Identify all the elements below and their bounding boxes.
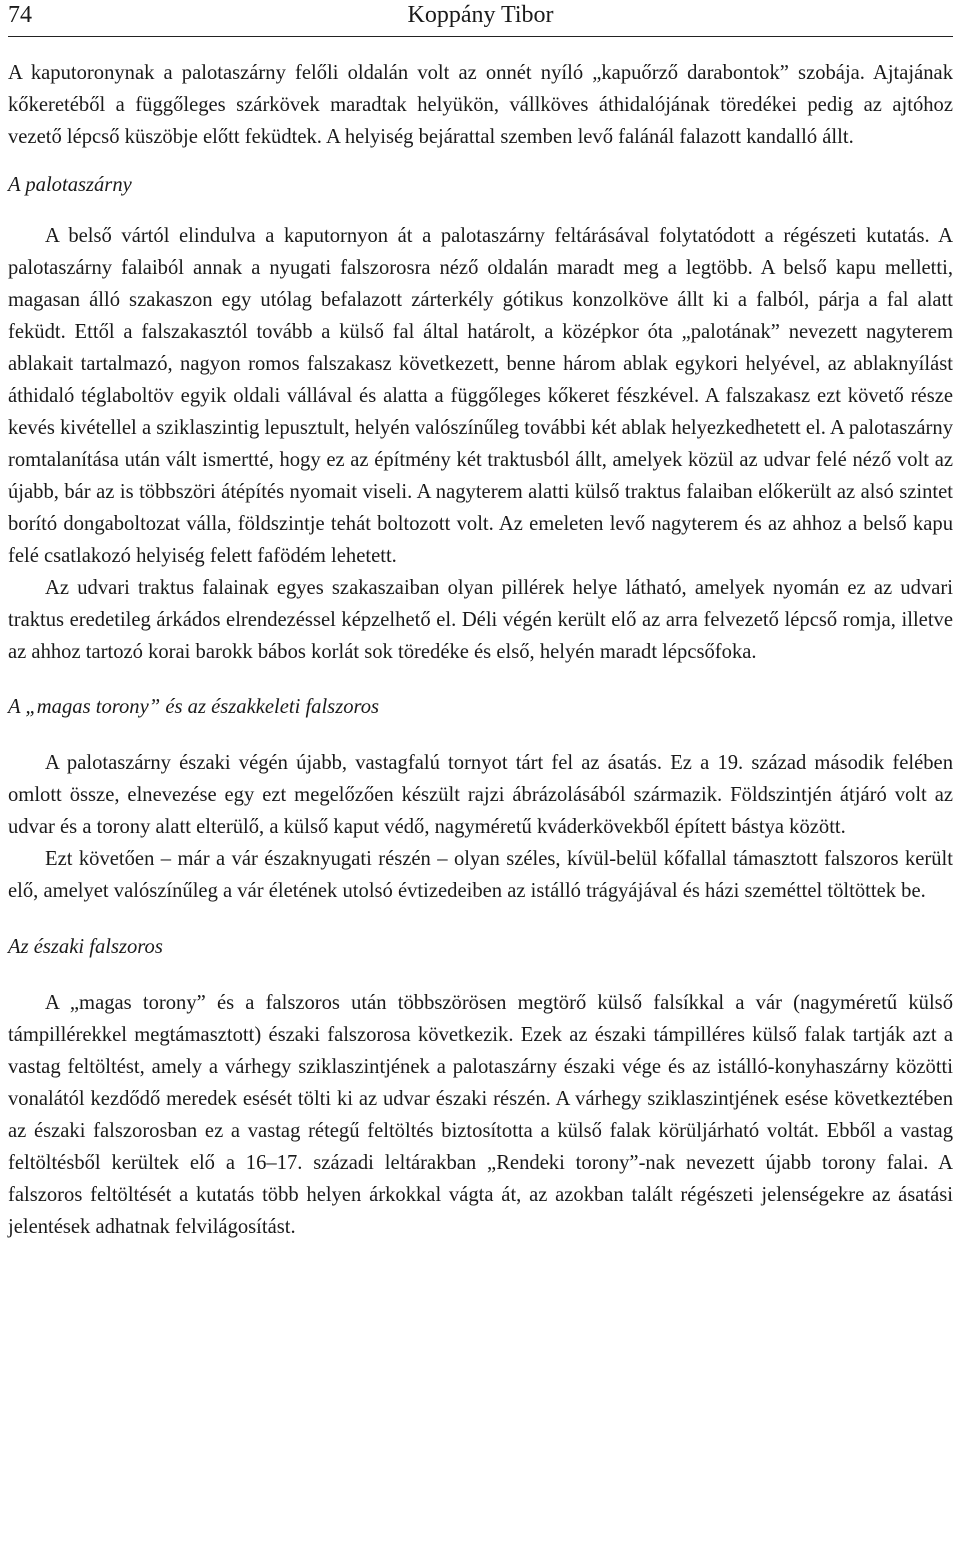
running-title: Koppány Tibor (407, 2, 554, 28)
section-heading-magas-torony: A „magas torony” és az északkeleti falszoros (8, 696, 380, 718)
paragraph-3: Az udvari traktus falainak egyes szakaszaiban olyan pillérek helye látható, amelyek nyomán ez az udvari traktus eredetileg árkádos elrendezéssel képzelhető el. Déli végén került elő az arra felvezető lépcső romja, illetve az ahhoz tartozó korai barokk bábos korlát sok töredéke és első, helyén maradt lépcsőfoka. (8, 577, 953, 663)
section-heading-palotaszarny: A palotaszárny (8, 174, 132, 196)
running-header (8, 0, 953, 37)
book-page (8, 0, 953, 1243)
paragraph-4: A palotaszárny északi végén újabb, vastagfalú tornyot tárt fel az ásatás. Ez a 19. század második felében omlott össze, elnevezése egy ezt megelőzően készült rajzi ábrázolásából származik. Földszintjén átjáró volt az udvar és a torony alatt elterülő, a külső kaput védő, nagyméretű kváderkövekből épített bástya között. (8, 752, 953, 838)
body-text (8, 57, 953, 1243)
paragraph-5: Ezt követően – már a vár északnyugati részén – olyan széles, kívül-belül kőfallal támasztott falszoros került elő, amelyet valószínűleg a vár életének utolsó évtizedeiben az istálló trágyájával és házi szeméttel töltöttek be. (8, 848, 953, 902)
section-heading-eszaki-falszoros: Az északi falszoros (8, 936, 163, 958)
page-number: 74 (8, 2, 32, 28)
paragraph-2: A belső vártól elindulva a kaputornyon át a palotaszárny feltárásával folytatódott a régészeti kutatás. A palotaszárny falaiból annak a nyugati falszorosra néző oldalán maradt meg a legtöbb. A belső kapu melletti, magasan álló szakaszon egy utólag befalazott zárterkély gótikus konzolköve állt ki a falból, párja a fal alatt feküdt. Ettől a falszakasztól tovább a külső fal által határolt, a középkor óta „palotának” nevezett nagyterem ablakait tartalmazó, nagyon romos falszakasz következett, benne három ablak egykori helyével, az ablaknyílást áthidaló téglaboltöv egyik oldali vállával és alatta a függőleges kőkeret fészkével. A falszakasz ezt követő része kevés kivétellel a sziklaszintig lepusztult, helyén valószínűleg további két ablak helyezkedhetett el. A palotaszárny romtalanítása után vált ismertté, hogy ez az építmény két traktusból állt, amelyek közül az udvar felé néző volt az újabb, bár az is többszöri átépítés nyomait viseli. A nagyterem alatti külső traktus falaiban előkerült az alsó szintet borító dongaboltozat válla, földszintje tehát boltozott volt. Az emeleten levő nagyterem és az ahhoz a belső kapu felé csatlakozó helyiség felett fafödém lehetett. (8, 225, 953, 567)
paragraph-1: A kaputoronynak a palotaszárny felőli oldalán volt az onnét nyíló „kapuőrző darabontok” szobája. Ajtajának kőkeretéből a függőleges szárkövek maradtak helyükön, vállköves áthidalójának töredékei pedig az ajtóhoz vezető lépcső küszöbje előtt feküdtek. A helyiség bejárattal szemben levő falánál falazott kandalló állt. (8, 62, 953, 148)
paragraph-6: A „magas torony” és a falszoros után többszörösen megtörő külső falsíkkal a vár (nagyméretű külső támpillérekkel megtámasztott) északi falszorosa következik. Ezek az északi támpilléres külső falak tartják azt a vastag feltöltést, amely a várhegy sziklaszintjének a palotaszárny északi vége és az istálló-konyhaszárny közötti vonalától kezdődő meredek esését tölti ki az udvar északi részén. A várhegy sziklaszintjének esése következtében az északi falszorosban ez a vastag rétegű feltöltés biztosította a külső falak körüljárható voltát. Ebből a vastag feltöltésből kerültek elő a 16–17. századi leltárakban „Rendeki torony”-nak nevezett újabb torony falai. A falszoros feltöltését a kutatás több helyen árkokkal vágta át, az azokban talált régészeti jelenségekre az ásatási jelentések adhatnak felvilágosítást. (8, 992, 953, 1238)
